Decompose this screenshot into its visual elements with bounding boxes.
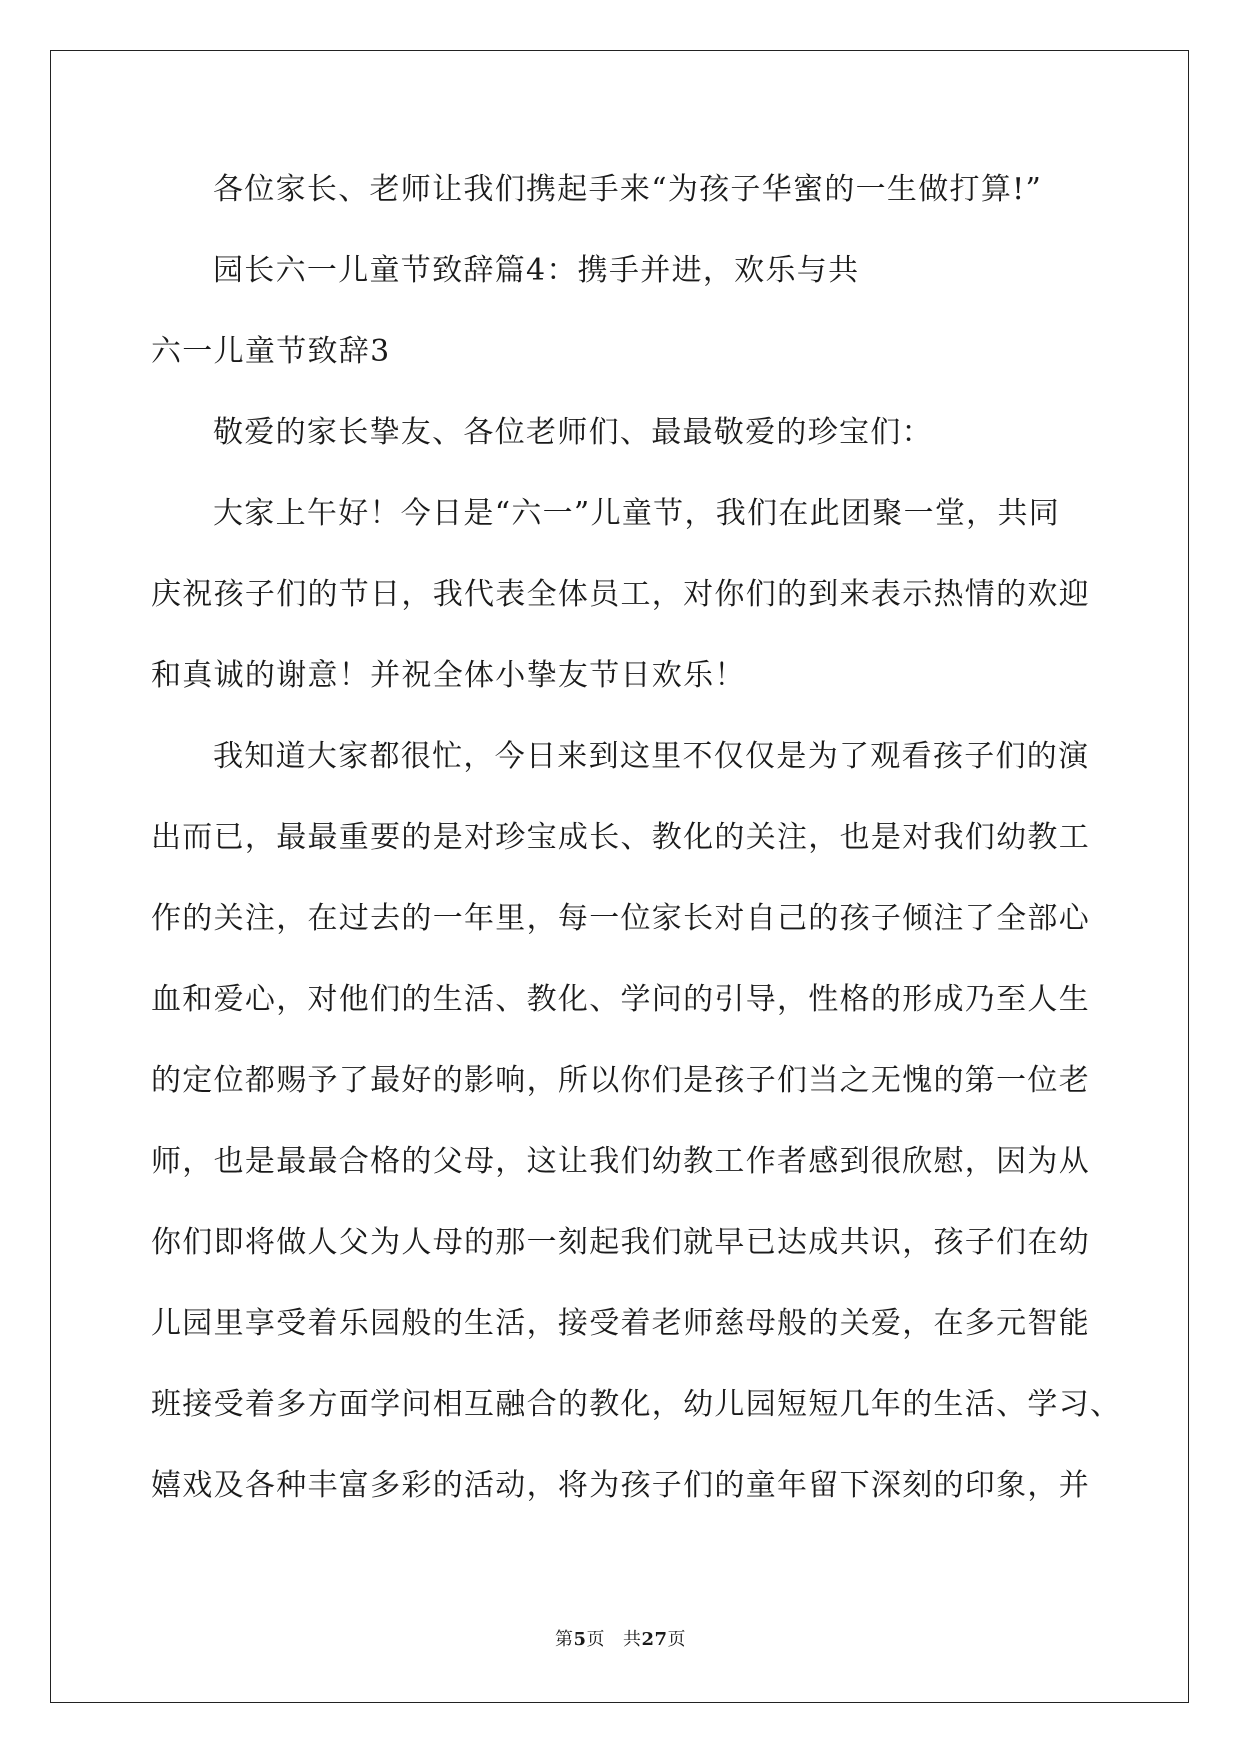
paragraph-line: 嬉戏及各种丰富多彩的活动，将为孩子们的童年留下深刻的印象，并 [151, 1468, 1090, 1503]
page-number: 5 [573, 1629, 587, 1650]
paragraph-line: 出而已，最最重要的是对珍宝成长、教化的关注，也是对我们幼教工 [151, 820, 1090, 855]
total-suffix: 页 [667, 1629, 687, 1650]
paragraph-line: 血和爱心，对他们的生活、教化、学问的引导，性格的形成乃至人生 [151, 982, 1090, 1017]
paragraph-line: 你们即将做人父为人母的那一刻起我们就早已达成共识，孩子们在幼 [151, 1225, 1090, 1260]
section-heading: 园长六一儿童节致辞篇4：携手并进，欢乐与共 [213, 253, 860, 288]
paragraph-line: 作的关注，在过去的一年里，每一位家长对自己的孩子倾注了全部心 [151, 901, 1090, 936]
total-prefix: 共 [622, 1629, 642, 1650]
salutation: 敬爱的家长挚友、各位老师们、最最敬爱的珍宝们： [213, 415, 933, 450]
total-pages: 27 [641, 1629, 668, 1650]
document-body [151, 160, 1122, 1537]
paragraph-line: 班接受着多方面学问相互融合的教化，幼儿园短短几年的生活、学习、 [151, 1387, 1122, 1422]
paragraph-line: 各位家长、老师让我们携起手来“为孩子华蜜的一生做打算!” [213, 172, 1043, 207]
paragraph-line: 我知道大家都很忙，今日来到这里不仅仅是为了观看孩子们的演 [213, 739, 1090, 774]
page-prefix: 第 [554, 1629, 574, 1650]
page-suffix: 页 [586, 1629, 605, 1650]
paragraph-line: 庆祝孩子们的节日，我代表全体员工，对你们的到来表示热情的欢迎 [151, 577, 1090, 612]
page-footer [0, 1625, 1241, 1651]
section-title: 六一儿童节致辞3 [151, 334, 391, 369]
paragraph-line: 和真诚的谢意！并祝全体小挚友节日欢乐！ [151, 658, 746, 693]
paragraph-line: 大家上午好！今日是“六一”儿童节，我们在此团聚一堂，共同 [213, 496, 1061, 531]
paragraph-line: 师，也是最最合格的父母，这让我们幼教工作者感到很欣慰，因为从 [151, 1144, 1090, 1179]
paragraph-line: 儿园里享受着乐园般的生活，接受着老师慈母般的关爱，在多元智能 [151, 1306, 1090, 1341]
paragraph-line: 的定位都赐予了最好的影响，所以你们是孩子们当之无愧的第一位老 [151, 1063, 1090, 1098]
